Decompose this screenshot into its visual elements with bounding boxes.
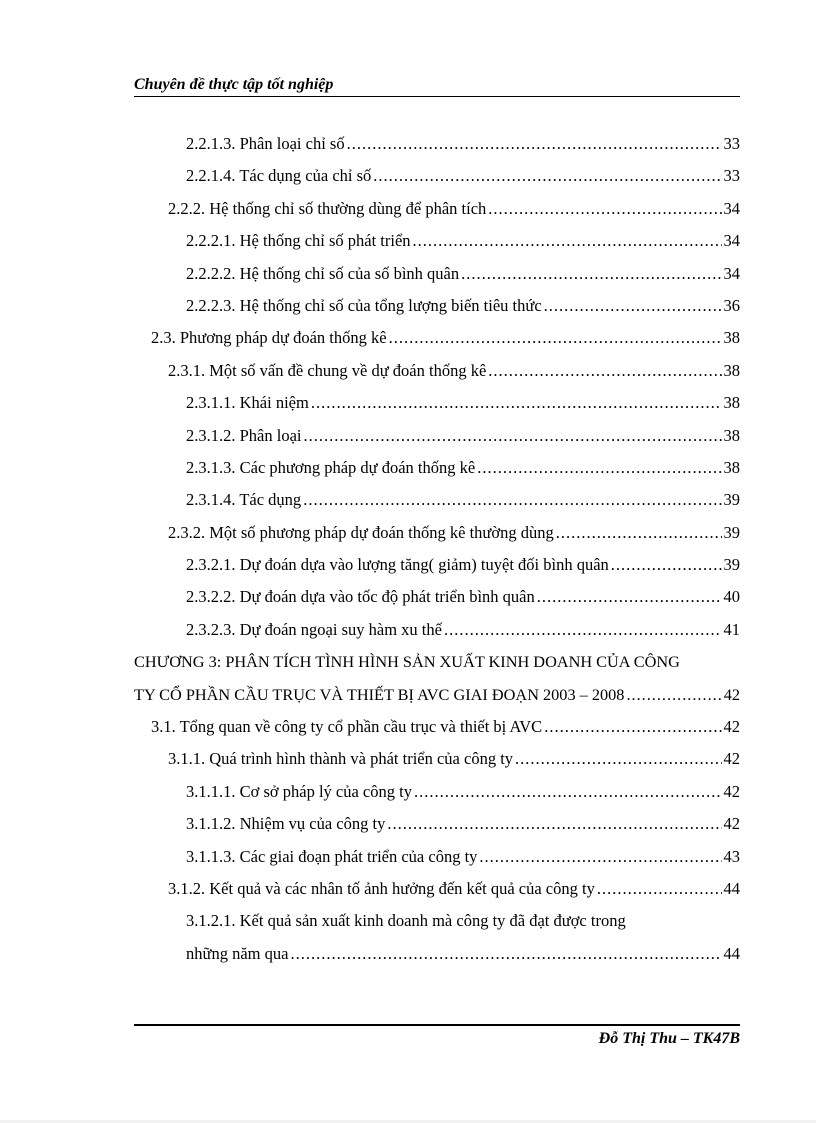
- toc-entry: [134, 711, 740, 743]
- toc-entry-title: 2.3. Phương pháp dự đoán thống kê: [151, 328, 387, 348]
- toc-dot-leader: [597, 873, 722, 905]
- toc-entry: [134, 841, 740, 873]
- toc-entry: [134, 905, 740, 937]
- toc-dot-leader: [537, 581, 722, 613]
- toc-dot-leader: [303, 484, 721, 516]
- toc-entry: [134, 549, 740, 581]
- toc-entry: [134, 355, 740, 387]
- toc-entry-title: những năm qua: [186, 943, 289, 963]
- toc-entry-title: 2.2.2. Hệ thống chỉ số thường dùng để phân tích: [168, 198, 487, 218]
- page-footer: [134, 1028, 740, 1050]
- toc-dot-leader: [488, 355, 721, 387]
- toc-dot-leader: [544, 290, 722, 322]
- toc-entry-title: 2.3.1.2. Phân loại: [186, 425, 302, 445]
- toc-entry-page: 38: [723, 457, 740, 477]
- toc-entry-title: 3.1.1. Quá trình hình thành và phát triển của công ty: [168, 749, 514, 769]
- toc-entry-title: 2.3.1. Một số vấn đề chung về dự đoán thống kê: [168, 360, 487, 380]
- toc-entry-page: 38: [723, 425, 740, 445]
- toc-dot-leader: [290, 938, 721, 970]
- toc-dot-leader: [488, 193, 721, 225]
- toc-entry-page: 39: [723, 555, 740, 575]
- toc-dot-leader: [626, 679, 721, 711]
- toc-entry-title: 2.2.2.1. Hệ thống chỉ số phát triển: [186, 231, 411, 251]
- toc-entry-title: 3.1.2.1. Kết quả sản xuất kinh doanh mà công ty đã đạt được trong: [186, 911, 626, 931]
- toc-entry-title: 2.2.1.3. Phân loại chỉ số: [186, 134, 345, 153]
- toc-entry-page: 42: [723, 717, 740, 737]
- toc-entry: [134, 193, 740, 225]
- toc-dot-leader: [479, 841, 721, 873]
- toc-entry-title: 3.1.2. Kết quả và các nhân tố ảnh hưởng đến kết quả của công ty: [168, 878, 595, 898]
- toc-entry: [134, 581, 740, 613]
- toc-dot-leader: [311, 387, 722, 419]
- toc-entry: [134, 938, 740, 970]
- toc-entry: [134, 387, 740, 419]
- toc-dot-leader: [556, 517, 722, 549]
- toc-entry-title: 2.3.2.1. Dự đoán dựa vào lượng tăng( giảm) tuyệt đối bình quân: [186, 555, 609, 575]
- toc-entry: [134, 873, 740, 905]
- toc-entry-page: 38: [723, 328, 740, 348]
- toc-entry-page: 33: [723, 166, 740, 186]
- toc-entry: [134, 679, 740, 711]
- toc-entry-page: 39: [723, 522, 740, 542]
- toc-entry-page: 34: [723, 263, 740, 283]
- toc-entry: [134, 614, 740, 646]
- toc-entry: [134, 452, 740, 484]
- toc-dot-leader: [414, 776, 722, 808]
- toc-entry-title: 2.2.2.2. Hệ thống chỉ số của số bình quân: [186, 263, 460, 283]
- footer-author: Đỗ Thị Thu – TK47B: [598, 1030, 740, 1047]
- toc-entry: [134, 484, 740, 516]
- toc-entry-title: 2.3.2.3. Dự đoán ngoại suy hàm xu thế: [186, 619, 442, 639]
- toc-entry-page: 42: [723, 684, 740, 704]
- toc-entry-title: 2.3.2.2. Dự đoán dựa vào tốc độ phát triển bình quân: [186, 587, 535, 607]
- toc-dot-leader: [477, 452, 721, 484]
- toc-entry-page: 34: [723, 231, 740, 251]
- toc-dot-leader: [544, 711, 721, 743]
- toc-entry-page: 34: [723, 198, 740, 218]
- toc-entry: [134, 743, 740, 775]
- toc-entry-page: 38: [723, 393, 740, 413]
- toc-entry: [134, 128, 740, 160]
- toc-dot-leader: [304, 420, 722, 452]
- toc-entry-title: 2.3.2. Một số phương pháp dự đoán thống kê thường dùng: [168, 522, 554, 542]
- table-of-contents: [134, 128, 740, 970]
- toc-entry-page: 42: [723, 749, 740, 769]
- toc-entry-title: 2.2.1.4. Tác dụng của chỉ số: [186, 166, 372, 186]
- toc-dot-leader: [373, 160, 721, 192]
- toc-entry: [134, 225, 740, 257]
- toc-entry: [134, 258, 740, 290]
- toc-entry-title: 2.3.1.4. Tác dụng: [186, 490, 302, 510]
- toc-entry-page: 41: [723, 619, 740, 639]
- toc-entry: [134, 290, 740, 322]
- toc-entry-page: 44: [723, 943, 740, 963]
- toc-dot-leader: [413, 225, 722, 257]
- toc-entry-title: 2.2.2.3. Hệ thống chỉ số của tổng lượng biến tiêu thức: [186, 295, 542, 315]
- page-header: [134, 74, 740, 97]
- toc-entry: [134, 420, 740, 452]
- toc-entry-page: 40: [723, 587, 740, 607]
- footer-divider: [134, 1024, 740, 1026]
- toc-dot-leader: [461, 258, 721, 290]
- toc-entry-title: 3.1.1.3. Các giai đoạn phát triển của công ty: [186, 846, 478, 866]
- toc-entry-title: TY CỔ PHẦN CẦU TRỤC VÀ THIẾT BỊ AVC GIAI ĐOẠN 2003 – 2008: [134, 684, 625, 704]
- toc-entry: [134, 322, 740, 354]
- toc-entry-page: 42: [723, 781, 740, 801]
- toc-entry-page: 42: [723, 814, 740, 834]
- toc-dot-leader: [444, 614, 722, 646]
- toc-entry-page: 36: [723, 295, 740, 315]
- toc-dot-leader: [611, 549, 722, 581]
- toc-entry-title: CHƯƠNG 3: PHÂN TÍCH TÌNH HÌNH SẢN XUẤT KINH DOANH CỦA CÔNG: [134, 652, 680, 672]
- toc-entry-page: 38: [723, 360, 740, 380]
- toc-dot-leader: [387, 808, 721, 840]
- header-title: Chuyên đề thực tập tốt nghiệp: [134, 76, 334, 93]
- toc-entry: [134, 517, 740, 549]
- toc-entry-title: 3.1.1.2. Nhiệm vụ của công ty: [186, 814, 386, 834]
- toc-entry: [134, 808, 740, 840]
- toc-entry-page: 33: [723, 134, 740, 153]
- toc-entry-page: 39: [723, 490, 740, 510]
- toc-dot-leader: [515, 743, 721, 775]
- toc-entry-title: 2.3.1.3. Các phương pháp dự đoán thống kê: [186, 457, 476, 477]
- toc-entry-page: 44: [723, 878, 740, 898]
- toc-entry: [134, 646, 740, 678]
- toc-entry-title: 3.1. Tổng quan về công ty cổ phần cầu trục và thiết bị AVC: [151, 717, 543, 737]
- toc-dot-leader: [347, 128, 722, 160]
- toc-dot-leader: [389, 322, 722, 354]
- toc-entry-title: 3.1.1.1. Cơ sở pháp lý của công ty: [186, 781, 412, 801]
- toc-entry-title: 2.3.1.1. Khái niệm: [186, 393, 309, 413]
- toc-entry-page: 43: [723, 846, 740, 866]
- toc-entry: [134, 776, 740, 808]
- toc-entry: [134, 160, 740, 192]
